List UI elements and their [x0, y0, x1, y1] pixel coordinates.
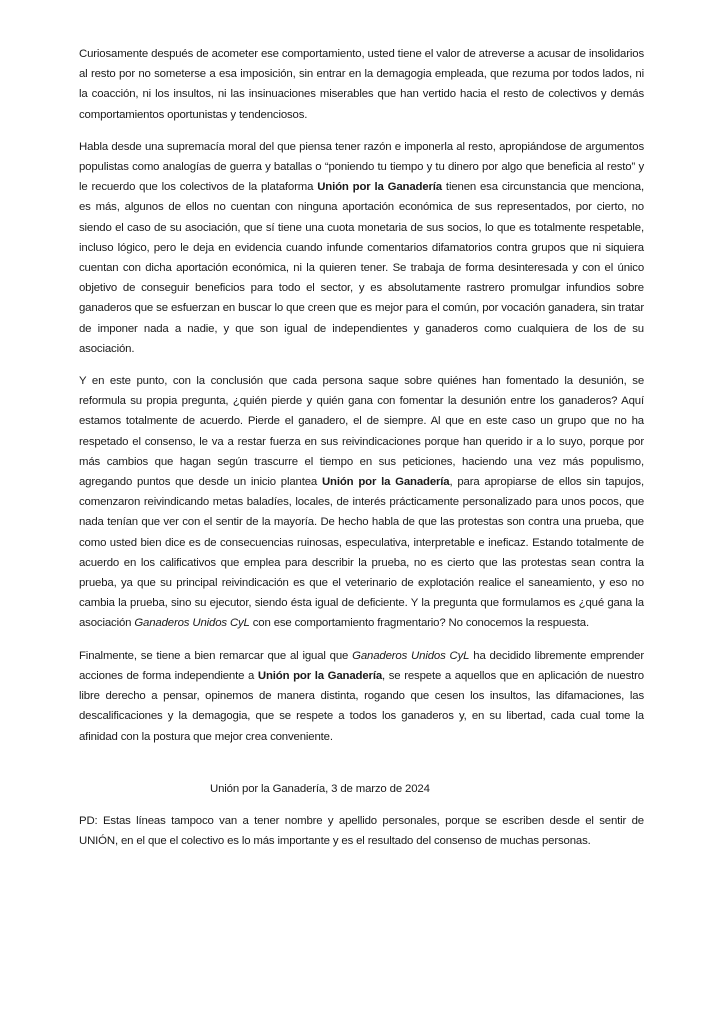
text-segment: Y en este punto, con la conclusión que cada persona saque sobre quiénes han fomentado la desunión, se reformula su propia pregunta, ¿quién pierde y quién gana con fomentar la desunión entre los ganaderos? Aquí estamos totalmente de acuerdo. Pierde el ganadero, el de siempre. Al que en este caso un grupo que no ha respetado el consenso, le va a restar fuerza en sus reivindicaciones porque han querido ir a lo suyo, porque por más cambios que hagan según trascurre el tiempo en sus peticiones, haciendo una vez más populismo, agregando puntos que desde un inicio plantea — [79, 375, 644, 489]
bold-text: Unión por la Ganadería — [321, 476, 450, 489]
document-page — [79, 44, 644, 851]
paragraph-2 — [79, 137, 644, 359]
text-segment: tienen esa circunstancia que menciona, es más, algunos de ellos no cuentan con ninguna aportación económica de sus representados, por cierto, no siendo el caso de su asociación, que sí tiene una cuota monetaria de sus socios, lo que es totalmente respetable, incluso lógico, pero le deja en evidencia cuando infunde comentarios difamatorios contra grupos que ni siquiera cuentan con dicha aportación económica, ni la quieren tener. Se trabaja de forma desinteresada y con el único objetivo de conseguir beneficios para todo el sector, y es absolutamente rastrero promulgar infundios sobre ganaderos que se esfuerzan en buscar lo que creen que es mejor para el común, por vocación ganadera, sin tratar de imponer nada a nadie, y que son igual de independientes y ganaderos como cualquiera de los de su asociación. — [79, 181, 644, 355]
italic-text: Ganaderos Unidos CyL — [352, 649, 470, 662]
italic-text: Ganaderos Unidos CyL — [134, 617, 250, 630]
text-segment: , se respete a aquellos que en aplicación de nuestro libre derecho a pensar, opinemos de manera distinta, rogando que cesen los insultos, las difamaciones, las descalificaciones y la demagogia, que se respete a todos los ganaderos y, en su libertad, cada cual tome la afinidad con la postura que mejor crea conveniente. — [79, 669, 644, 743]
text-segment: Habla desde una supremacía moral del que piensa tener razón e imponerla al resto, apropiándose de argumentos populistas como analogías de guerra y batallas o “poniendo tu tiempo y tu dinero por algo que beneficia al resto” y le recuerdo que los colectivos de la plataforma — [79, 140, 644, 194]
bold-text: Unión por la Ganadería — [317, 181, 442, 194]
paragraph-4 — [79, 646, 644, 747]
signature-line: Unión por la Ganadería, 3 de marzo de 2024 — [210, 782, 430, 795]
text-segment: ha decidido libremente emprender acciones de forma independiente a — [79, 649, 645, 682]
text-segment: Curiosamente después de acometer ese comportamiento, usted tiene el valor de atreverse a acusar de insolidarios al resto por no someterse a esa imposición, sin entrar en la demagogia empleada, que rezuma por todos lados, ni la coacción, ni los insultos, ni las insinuaciones miserables que han vertido hacia el resto de colectivos y demás comportamientos oportunistas y tendenciosos. — [79, 48, 644, 121]
paragraph-3 — [79, 371, 644, 634]
bold-text: Unión por la Ganadería — [257, 669, 383, 682]
text-segment: Finalmente, se tiene a bien remarcar que al igual que — [79, 649, 353, 662]
text-segment: , para apropiarse de ellos sin tapujos, comenzaron reivindicando metas baladíes, locales, de interés prácticamente personalizado para unos pocos, que nada tenían que ver con el sentir de la mayoría. De hecho habla de que las protestas son contra una prueba, que como usted bien dice es de consecuencias ruinosas, especulativa, interpretable e ineficaz. Estando totalmente de acuerdo en los calificativos que emplea para describir la prueba, no es cierto que las protestas sean contra la prueba, ya que su principal reivindicación es que el veterinario de explotación realice el saneamiento, y eso no cambia la prueba, sino su ejecutor, siendo ésta igual de deficiente. Y la pregunta que formulamos es ¿qué gana la asociación — [79, 476, 644, 630]
text-segment: con ese comportamiento fragmentario? No conocemos la respuesta. — [249, 617, 590, 630]
paragraph-1 — [79, 44, 644, 125]
postscript: PD: Estas líneas tampoco van a tener nombre y apellido personales, porque se escriben desde el sentir de UNIÓN, en el que el colectivo es lo más importante y es el resultado del consenso de muchas personas. — [79, 814, 644, 848]
